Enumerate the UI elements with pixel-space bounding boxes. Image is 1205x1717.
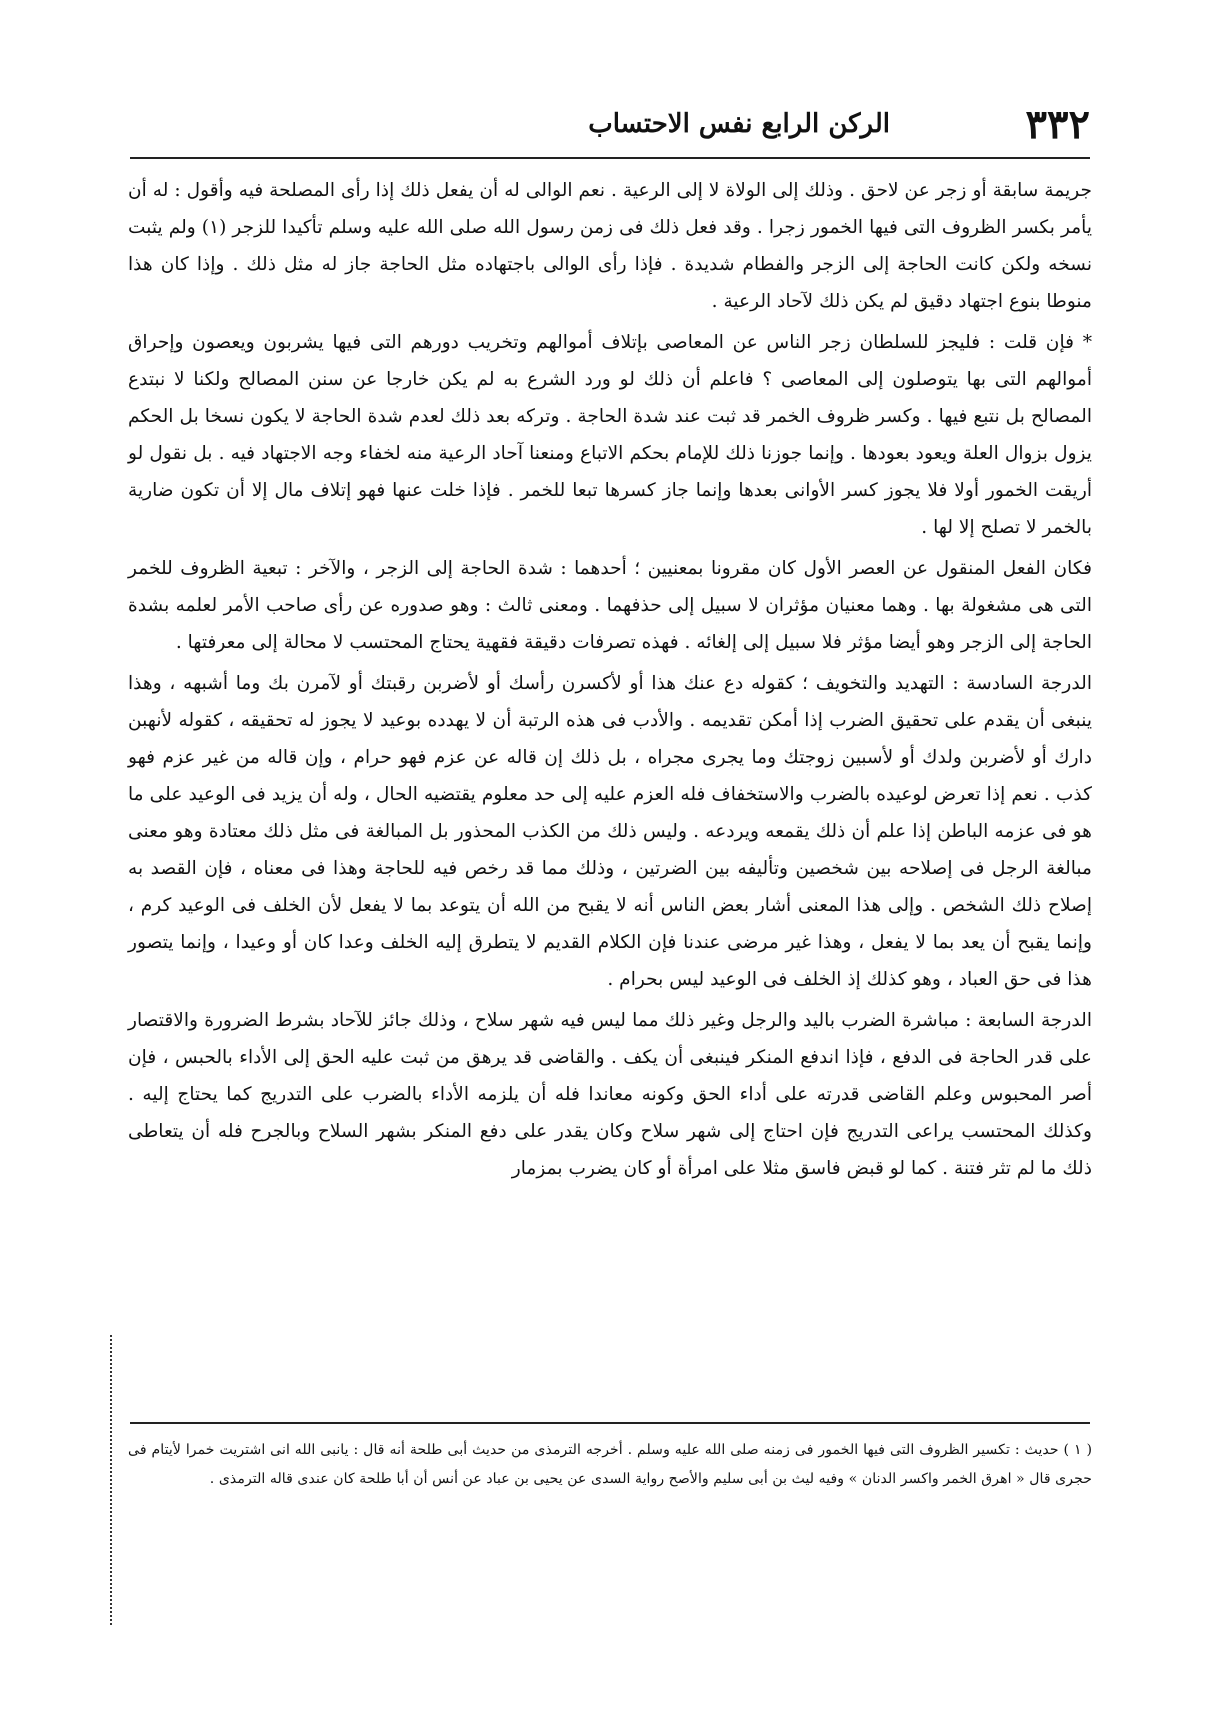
paragraph: * فإن قلت : فليجز للسلطان زجر الناس عن المعاصى بإتلاف أموالهم وتخريب دورهم التى فيها يشربون ويعصون وإحراق أموالهم التى بها يتوصلون إلى المعاصى ؟ فاعلم أن ذلك لو ورد الشرع به لم يكن خارجا عن سنن المصالح ولكنا لا نبتدع المصالح بل نتبع فيها . وكسر ظروف الخمر قد ثبت عند شدة الحاجة . وتركه بعد ذلك لعدم شدة الحاجة لا يكون نسخا بل الحكم يزول بزوال العلة ويعود بعودها . وإنما جوزنا ذلك للإمام بحكم الاتباع ومنعنا آحاد الرعية منه لخفاء وجه الاجتهاد فيه . بل نقول لو أريقت الخمور أولا فلا يجوز كسر الأوانى بعدها وإنما جاز كسرها تبعا للخمر . فإذا خلت عنها فهو إتلاف مال إلا أن تكون ضارية بالخمر لا تصلح إلا لها .	[128, 332, 1092, 538]
page-number: ٣٣٢	[1025, 101, 1090, 148]
margin-dotted-line	[110, 1335, 116, 1625]
running-title: الركن الرابع نفس الاحتساب	[588, 109, 890, 139]
footnote-item: ( ١ ) حديث : تكسير الظروف التى فيها الخمور فى زمنه صلى الله عليه وسلم . أخرجه الترمذى من حديث أبى طلحة أنه قال : يانبى الله انى اشتريت خمرا لأيتام فى حجرى قال « اهرق الخمر واكسر الدنان » وفيه ليث بن أبى سليم والأصح رواية السدى عن يحيى بن عباد عن أنس أن أبا طلحة كان عندى قاله الترمذى .	[128, 1442, 1092, 1487]
paragraph: الدرجة السابعة : مباشرة الضرب باليد والرجل وغير ذلك مما ليس فيه شهر سلاح ، وذلك جائز للآحاد بشرط الضرورة والاقتصار على قدر الحاجة فى الدفع ، فإذا اندفع المنكر فينبغى أن يكف . والقاضى قد يرهق من ثبت عليه الحق إلى الأداء بالحبس ، فإن أصر المحبوس وعلم القاضى قدرته على أداء الحق وكونه معاندا فله أن يلزمه الأداء بالضرب على التدريج كما يحتاج إليه . وكذلك المحتسب يراعى التدريج فإن احتاج إلى شهر سلاح وكان يقدر على دفع المنكر بشهر السلاح وبالجرح فله أن يتعاطى ذلك ما لم تثر فتنة . كما لو قبض فاسق مثلا على امرأة أو كان يضرب بمزمار	[128, 1010, 1092, 1179]
paragraph: جريمة سابقة أو زجر عن لاحق . وذلك إلى الولاة لا إلى الرعية . نعم الوالى له أن يفعل ذلك إذا رأى المصلحة فيه وأقول : له أن يأمر بكسر الظروف التى فيها الخمور زجرا . وقد فعل ذلك فى زمن رسول الله صلى الله عليه وسلم تأكيدا للزجر (١) ولم يثبت نسخه ولكن كانت الحاجة إلى الزجر والفطام شديدة . فإذا رأى الوالى باجتهاده مثل الحاجة جاز له مثل ذلك . وإذا كان هذا منوطا بنوع اجتهاد دقيق لم يكن ذلك لآحاد الرعية .	[128, 180, 1092, 312]
paragraph: فكان الفعل المنقول عن العصر الأول كان مقرونا بمعنيين ؛ أحدهما : شدة الحاجة إلى الزجر ، والآخر : تبعية الظروف للخمر التى هى مشغولة بها . وهما معنيان مؤثران لا سبيل إلى حذفهما . ومعنى ثالث : وهو صدوره عن رأى صاحب الأمر لعلمه بشدة الحاجة إلى الزجر وهو أيضا مؤثر فلا سبيل إلى إلغائه . فهذه تصرفات دقيقة فقهية يحتاج المحتسب لا محالة إلى معرفتها .	[128, 558, 1092, 653]
footnotes	[128, 1436, 1092, 1498]
main-text	[128, 172, 1092, 1191]
footnote-divider	[130, 1422, 1090, 1424]
paragraph: الدرجة السادسة : التهديد والتخويف ؛ كقوله دع عنك هذا أو لأكسرن رأسك أو لأضربن رقبتك أو لآمرن بك وما أشبهه ، وهذا ينبغى أن يقدم على تحقيق الضرب إذا أمكن تقديمه . والأدب فى هذه الرتبة أن لا يهدده بوعيد لا يجوز له تحقيقه ، كقوله لأنهبن دارك أو لأضربن ولدك أو لأسبين زوجتك وما يجرى مجراه ، بل ذلك إن قاله عن عزم فهو حرام ، وإن قاله من غير عزم فهو كذب . نعم إذا تعرض لوعيده بالضرب والاستخفاف فله العزم عليه إلى حد معلوم يقتضيه الحال ، وله أن يزيد فى الوعيد على ما هو فى عزمه الباطن إذا علم أن ذلك يقمعه ويردعه . وليس ذلك من الكذب المحذور بل المبالغة فى مثل ذلك معتادة وهو معنى مبالغة الرجل فى إصلاحه بين شخصين وتأليفه بين الضرتين ، وذلك مما قد رخص فيه للحاجة وهذا فى معناه ، فإن القصد به إصلاح ذلك الشخص . وإلى هذا المعنى أشار بعض الناس أنه لا يقبح من الله أن يتوعد بما لا يفعل لأن الخلف فى الوعيد كرم ، وإنما يقبح أن يعد بما لا يفعل ، وهذا غير مرضى عندنا فإن الكلام القديم لا يتطرق إليه الخلف وعدا كان أو وعيدا ، وإنما يتصور هذا فى حق العباد ، وهو كذلك إذ الخلف فى الوعيد ليس بحرام .	[128, 673, 1092, 990]
page-header	[130, 95, 1090, 159]
